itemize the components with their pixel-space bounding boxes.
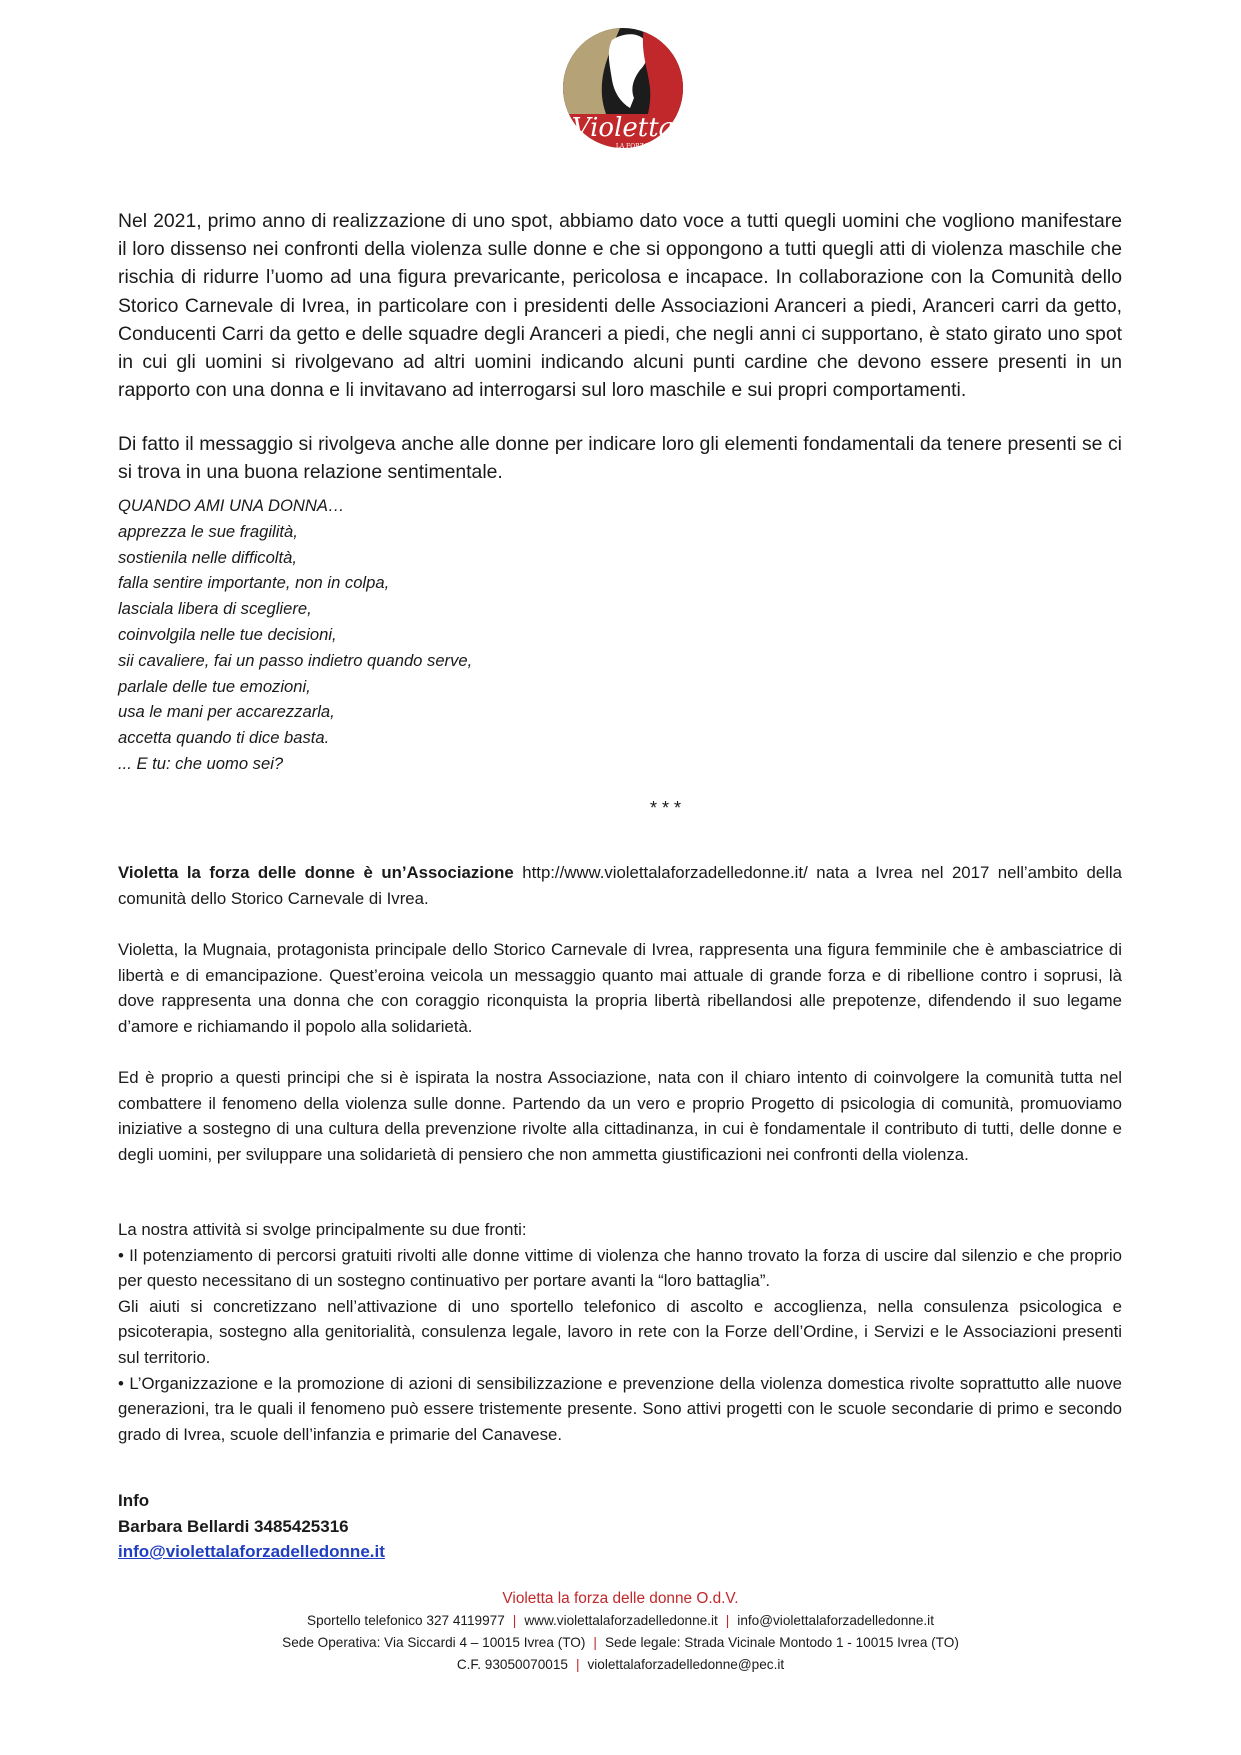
about-paragraph bbox=[118, 860, 1122, 911]
mugnaia-paragraph: Violetta, la Mugnaia, protagonista principale dello Storico Carnevale di Ivrea, rappresenta una figura femminile che è ambasciatrice di libertà e di emancipazione. Quest’eroina veicola un messaggio quanto mai attuale di grande forza e di ribellione contro i soprusi, là dove rappresenta una donna che con coraggio riconquista la propria libertà ribellandosi alle prepotenze, difendendo il suo legame d’amore e richiamando il popolo alla solidarietà. bbox=[118, 940, 1122, 1036]
poem-line: lasciala libera di scegliere, bbox=[118, 599, 312, 619]
poem-line: coinvolgila nelle tue decisioni, bbox=[118, 624, 337, 644]
footer-codice-fiscale: C.F. 93050070015 bbox=[456, 1657, 568, 1672]
poem-line: usa le mani per accarezzarla, bbox=[118, 702, 335, 722]
footer-line-2 bbox=[0, 1632, 1241, 1654]
poem-line: accetta quando ti dice basta. bbox=[118, 728, 330, 748]
footer-separator: | bbox=[575, 1657, 580, 1672]
footer-website[interactable]: www.violettalaforzadelledonne.it bbox=[524, 1613, 718, 1628]
poem-line: QUANDO AMI UNA DONNA… bbox=[118, 496, 345, 515]
section-separator: * * * bbox=[649, 798, 682, 818]
poem-line: falla sentire importante, non in colpa, bbox=[118, 573, 390, 593]
poem-line: ... E tu: che uomo sei? bbox=[118, 753, 284, 773]
about-bold-intro: Violetta la forza delle donne è un’Associazione bbox=[118, 863, 514, 882]
violetta-logo-icon bbox=[560, 18, 686, 168]
intro-paragraph-2: Di fatto il messaggio si rivolgeva anche alle donne per indicare loro gli elementi fondamentali da tenere presenti se ci si trova in una buona relazione sentimentale. bbox=[118, 433, 1122, 484]
footer-org-name: Violetta la forza delle donne O.d.V. bbox=[502, 1590, 739, 1607]
about-url: http://www.violettalaforzadelledonne.it/ bbox=[522, 863, 808, 882]
logo-tagline-2: DELLE DONNE bbox=[607, 150, 657, 157]
principi-paragraph: Ed è proprio a questi principi che si è ispirata la nostra Associazione, nata con il chiaro intento di coinvolgere la comunità tutta nel combattere il fenomeno della violenza sulle donne. Partendo da un vero e proprio Progetto di psicologia di comunità, promuoviamo iniziative a sostegno di una cultura della prevenzione rivolte alla cittadinanza, in cui è fondamentale il contributo di tutti, delle donne e degli uomini, per sviluppare una solidarietà di pensiero che non ammetta giustificazioni nei confronti della violenza. bbox=[118, 1068, 1122, 1164]
about-rest: nata a Ivrea nel 2017 nell’ambito della comunità dello Storico Carnevale di Ivrea. bbox=[118, 863, 1122, 908]
logo-tagline-1: LA FORZA bbox=[615, 143, 649, 150]
footer-email[interactable]: info@violettalaforzadelledonne.it bbox=[737, 1613, 934, 1628]
activities-intro: La nostra attività si svolge principalmente su due fronti: bbox=[118, 1220, 527, 1239]
footer-sede-operativa: Sede Operativa: Via Siccardi 4 – 10015 Ivrea (TO) bbox=[282, 1635, 586, 1650]
footer-separator: | bbox=[725, 1613, 730, 1628]
activities-bullet-1: • Il potenziamento di percorsi gratuiti rivolti alle donne vittime di violenza che hanno trovato la forza di uscire dal silenzio e che proprio per questo necessitano di un sostegno continuativo per portare avanti la “loro battaglia”. bbox=[118, 1245, 1122, 1291]
violetta-logo bbox=[560, 18, 686, 168]
info-contact: Barbara Bellardi 3485425316 bbox=[118, 1516, 349, 1536]
footer-sede-legale: Sede legale: Strada Vicinale Montodo 1 - 10015 Ivrea (TO) bbox=[604, 1635, 959, 1650]
poem-line: sostienila nelle difficoltà, bbox=[118, 547, 297, 567]
info-email-link[interactable]: info@violettalaforzadelledonne.it bbox=[118, 1542, 385, 1562]
footer bbox=[0, 1588, 1241, 1676]
info-heading: Info bbox=[118, 1491, 150, 1510]
poem-line: apprezza le sue fragilità, bbox=[118, 521, 298, 541]
footer-pec[interactable]: violettalaforzadelledonne@pec.it bbox=[587, 1657, 785, 1672]
logo-wordmark: Violetta bbox=[571, 113, 675, 143]
poem bbox=[118, 493, 1122, 777]
activities-bullet-2: • L’Organizzazione e la promozione di azioni di sensibilizzazione e prevenzione della violenza domestica rivolte soprattutto alle nuove generazioni, tra le quali il fenomeno può essere tristemente presente. Sono attivi progetti con le scuole secondarie di primo e secondo grado di Ivrea, scuole dell’infanzia e primarie del Canavese. bbox=[118, 1373, 1122, 1444]
footer-line-1 bbox=[0, 1610, 1241, 1632]
activities-section bbox=[118, 1217, 1122, 1447]
footer-separator: | bbox=[512, 1613, 517, 1628]
info-block bbox=[118, 1488, 1122, 1565]
activities-aids: Gli aiuti si concretizzano nell’attivazione di uno sportello telefonico di ascolto e accoglienza, nella consulenza psicologica e psicoterapia, sostegno alla genitorialità, consulenza legale, lavoro in rete con la Forze dell’Ordine, i Servizi e le Associazioni presenti sul territorio. bbox=[118, 1296, 1122, 1367]
poem-line: sii cavaliere, fai un passo indietro quando serve, bbox=[118, 650, 473, 670]
footer-phone: Sportello telefonico 327 4119977 bbox=[307, 1613, 505, 1628]
intro-paragraph-1: Nel 2021, primo anno di realizzazione di uno spot, abbiamo dato voce a tutti quegli uomini che vogliono manifestare il loro dissenso nei confronti della violenza sulle donne e che si oppongono a tutti quegli atti di violenza maschile che rischia di ridurre l’uomo ad una figura prevaricante, pericolosa e incapace. In collaborazione con la Comunità dello Storico Carnevale di Ivrea, in particolare con i presidenti delle Associazioni Aranceri a piedi, Aranceri carri da getto, Conducenti Carri da getto e delle squadre degli Aranceri a piedi, che negli anni ci supportano, è stato girato uno spot in cui gli uomini si rivolgevano ad altri uomini indicando alcuni punti cardine che devono essere presenti in un rapporto con una donna e li invitavano ad interrogarsi sul loro maschile e sui propri comportamenti. bbox=[118, 210, 1122, 402]
poem-line: parlale delle tue emozioni, bbox=[118, 676, 311, 696]
footer-separator: | bbox=[593, 1635, 597, 1650]
footer-line-3 bbox=[0, 1654, 1241, 1676]
